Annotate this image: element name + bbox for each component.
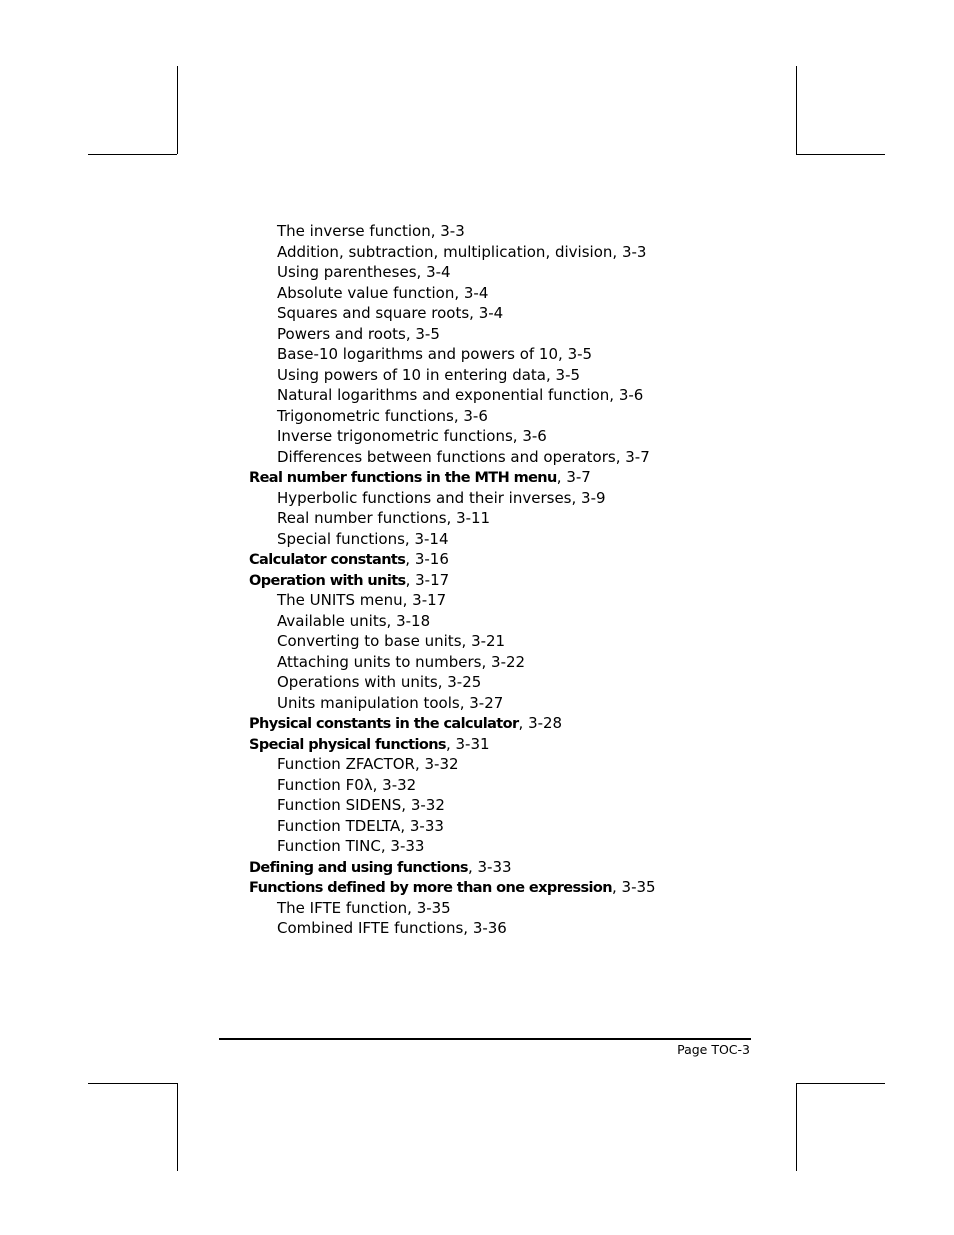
toc-subsection-entry bbox=[249, 754, 749, 775]
toc-entry-title: Operation with units bbox=[249, 572, 406, 589]
toc-subsection-entry bbox=[249, 672, 749, 693]
toc-entry-separator: , bbox=[402, 591, 413, 609]
toc-subsection-entry bbox=[249, 652, 749, 673]
toc-entry-title: Addition, subtraction, multiplication, division bbox=[277, 242, 613, 261]
toc-entry-title: Function ZFACTOR bbox=[277, 755, 415, 773]
toc-entry-title: Real number functions bbox=[277, 509, 447, 527]
toc-entry-page: 3-7 bbox=[625, 447, 650, 466]
toc-entry-page: 3-32 bbox=[424, 755, 459, 773]
toc-entry-separator: , bbox=[414, 755, 425, 773]
toc-entry-page: 3-11 bbox=[456, 509, 491, 527]
toc-entry-separator: , bbox=[446, 509, 457, 527]
toc-entry-separator: , bbox=[437, 673, 448, 691]
toc-entry-title: Squares and square roots bbox=[277, 304, 470, 322]
toc-subsection-entry bbox=[249, 344, 749, 365]
toc-entry-page: 3-3 bbox=[440, 222, 465, 240]
toc-entry-page: 3-5 bbox=[567, 345, 593, 363]
toc-entry-title: Absolute value function bbox=[277, 283, 455, 302]
toc-entry-page: 3-5 bbox=[415, 324, 440, 343]
toc-subsection-entry bbox=[249, 324, 749, 345]
toc-entry-separator: , bbox=[407, 898, 417, 917]
footer-rule bbox=[219, 1038, 751, 1040]
toc-subsection-entry bbox=[249, 365, 749, 386]
toc-entry-separator: , bbox=[481, 652, 492, 671]
toc-entry-page: 3-22 bbox=[491, 652, 526, 671]
toc-entry-page: 3-6 bbox=[618, 386, 644, 404]
toc-entry-page: 3-4 bbox=[478, 304, 504, 322]
toc-entry-title: The inverse function bbox=[277, 222, 431, 240]
toc-section-entry bbox=[249, 857, 749, 878]
toc-entry-title: Attaching units to numbers bbox=[277, 652, 482, 671]
toc-entry-separator: , bbox=[556, 468, 567, 486]
toc-entry-title: Hyperbolic functions and their inverses bbox=[277, 488, 572, 507]
toc-subsection-entry bbox=[249, 262, 749, 283]
toc-entry-title: The IFTE function bbox=[277, 898, 408, 917]
toc-entry-page: 3-36 bbox=[472, 919, 507, 937]
toc-entry-title: Functions defined by more than one expression bbox=[249, 880, 612, 896]
toc-subsection-entry bbox=[249, 775, 749, 796]
toc-subsection-entry bbox=[249, 590, 749, 611]
toc-entry-title: Special functions bbox=[277, 529, 405, 548]
toc-entry-separator: , bbox=[512, 427, 523, 445]
toc-entry-separator: , bbox=[469, 304, 479, 322]
toc-entry-page: 3-21 bbox=[471, 632, 506, 650]
toc-subsection-entry bbox=[249, 836, 749, 857]
toc-subsection-entry bbox=[249, 488, 749, 509]
toc-entry-title: The UNITS menu bbox=[277, 591, 403, 609]
crop-mark-top-left-vertical bbox=[177, 66, 178, 154]
toc-entry-separator: , bbox=[386, 611, 397, 630]
toc-entry-title: Operations with units bbox=[277, 673, 438, 691]
crop-mark-bottom-right-horizontal bbox=[796, 1083, 885, 1084]
toc-entry-title: Differences between functions and operators bbox=[277, 447, 616, 466]
toc-entry-title: Function SIDENS bbox=[277, 796, 402, 814]
toc-entry-title: Real number functions in the MTH menu bbox=[249, 470, 557, 486]
toc-entry-page: 3-4 bbox=[426, 263, 451, 281]
toc-section-entry bbox=[249, 877, 749, 898]
toc-subsection-entry bbox=[249, 221, 749, 242]
toc-entry-separator: , bbox=[461, 632, 472, 650]
toc-entry-title: Natural logarithms and exponential function bbox=[277, 386, 610, 404]
toc-subsection-entry bbox=[249, 426, 749, 447]
toc-entry-page: 3-27 bbox=[469, 693, 504, 712]
toc-entry-separator: , bbox=[405, 570, 416, 589]
toc-entry-page: 3-17 bbox=[415, 570, 450, 589]
toc-entry-page: 3-4 bbox=[463, 283, 489, 302]
toc-entry-separator: , bbox=[609, 386, 619, 404]
crop-mark-top-right-vertical bbox=[796, 66, 797, 154]
toc-entry-title: Combined IFTE functions bbox=[277, 919, 464, 937]
crop-mark-top-right-horizontal bbox=[796, 154, 885, 155]
toc-entry-title: Inverse trigonometric functions bbox=[277, 427, 513, 445]
toc-entry-title: Base-10 logarithms and powers of 10 bbox=[277, 345, 559, 363]
toc-entry-title: Function TDELTA bbox=[277, 816, 401, 835]
toc-entry-page: 3-5 bbox=[555, 365, 581, 384]
toc-entry-title: Function TINC bbox=[277, 837, 381, 855]
toc-entry-title: Using parentheses bbox=[277, 263, 417, 281]
toc-entry-separator: , bbox=[430, 222, 441, 240]
toc-section-entry bbox=[249, 734, 749, 755]
toc-subsection-entry bbox=[249, 693, 749, 714]
toc-subsection-entry bbox=[249, 303, 749, 324]
toc-section-entry bbox=[249, 713, 749, 734]
toc-subsection-entry bbox=[249, 631, 749, 652]
toc-entry-title: Calculator constants bbox=[249, 552, 406, 568]
page-number: Page TOC-3 bbox=[677, 1042, 750, 1057]
toc-entry-page: 3-6 bbox=[463, 406, 488, 425]
toc-entry-separator: , bbox=[612, 878, 622, 896]
toc-entry-separator: , bbox=[571, 488, 582, 507]
toc-entry-page: 3-31 bbox=[455, 734, 490, 753]
toc-entry-title: Trigonometric functions bbox=[277, 406, 454, 425]
crop-mark-bottom-right-vertical bbox=[796, 1083, 797, 1171]
toc-subsection-entry bbox=[249, 508, 749, 529]
toc-entry-separator: , bbox=[416, 263, 427, 281]
toc-entry-title: Physical constants in the calculator bbox=[249, 716, 519, 732]
toc-entry-page: 3-32 bbox=[410, 796, 445, 814]
toc-entry-separator: , bbox=[454, 283, 464, 302]
crop-mark-top-left-horizontal bbox=[88, 154, 177, 155]
toc-entry-page: 3-16 bbox=[414, 550, 449, 568]
toc-entry-page: 3-33 bbox=[409, 816, 444, 835]
toc-entry-page: 3-32 bbox=[382, 775, 417, 794]
toc-entry-separator: , bbox=[445, 734, 456, 753]
crop-mark-bottom-left-vertical bbox=[177, 1083, 178, 1171]
toc-entry-page: 3-28 bbox=[528, 714, 563, 732]
toc-entry-separator: , bbox=[372, 775, 383, 794]
toc-section-entry bbox=[249, 549, 749, 570]
toc-entry-separator: , bbox=[405, 324, 416, 343]
crop-mark-bottom-left-horizontal bbox=[88, 1083, 177, 1084]
toc-subsection-entry bbox=[249, 611, 749, 632]
toc-entry-separator: , bbox=[459, 693, 470, 712]
toc-entry-page: 3-3 bbox=[621, 242, 647, 261]
toc-entry-page: 3-25 bbox=[447, 673, 482, 691]
toc-entry-title: Function F0λ bbox=[277, 775, 373, 794]
toc-entry-title: Powers and roots bbox=[277, 324, 406, 343]
toc-entry-title: Special physical functions bbox=[249, 736, 446, 753]
toc-entry-page: 3-17 bbox=[412, 591, 447, 609]
toc-subsection-entry bbox=[249, 447, 749, 468]
toc-section-entry bbox=[249, 570, 749, 591]
toc-entry-separator: , bbox=[400, 816, 410, 835]
toc-entry-separator: , bbox=[401, 796, 411, 814]
toc-entry-title: Units manipulation tools bbox=[277, 693, 460, 712]
toc-entry-page: 3-9 bbox=[581, 488, 606, 507]
toc-entry-title: Using powers of 10 in entering data bbox=[277, 365, 546, 384]
toc-entry-separator: , bbox=[405, 550, 415, 568]
toc-entry-page: 3-33 bbox=[390, 837, 425, 855]
toc-entry-separator: , bbox=[463, 919, 473, 937]
toc-section-entry bbox=[249, 467, 749, 488]
toc-subsection-entry bbox=[249, 918, 749, 939]
toc-entry-separator: , bbox=[558, 345, 568, 363]
toc-entry-page: 3-7 bbox=[566, 468, 591, 486]
toc-entry-page: 3-14 bbox=[414, 529, 449, 548]
toc-entry-page: 3-6 bbox=[522, 427, 547, 445]
toc-entry-separator: , bbox=[518, 714, 529, 732]
toc-entry-separator: , bbox=[467, 857, 478, 876]
toc-subsection-entry bbox=[249, 898, 749, 919]
toc-subsection-entry bbox=[249, 242, 749, 263]
toc-subsection-entry bbox=[249, 385, 749, 406]
toc-entry-title: Defining and using functions bbox=[249, 859, 468, 876]
toc-subsection-entry bbox=[249, 406, 749, 427]
toc-entry-separator: , bbox=[404, 529, 415, 548]
toc-subsection-entry bbox=[249, 529, 749, 550]
toc-entry-separator: , bbox=[546, 365, 556, 384]
toc-subsection-entry bbox=[249, 795, 749, 816]
toc-list bbox=[249, 221, 749, 939]
toc-entry-separator: , bbox=[453, 406, 464, 425]
toc-entry-separator: , bbox=[615, 447, 626, 466]
toc-subsection-entry bbox=[249, 816, 749, 837]
toc-entry-page: 3-35 bbox=[621, 878, 656, 896]
toc-entry-title: Converting to base units bbox=[277, 632, 462, 650]
toc-entry-page: 3-35 bbox=[416, 898, 451, 917]
toc-entry-separator: , bbox=[380, 837, 391, 855]
toc-entry-separator: , bbox=[612, 242, 622, 261]
toc-entry-page: 3-18 bbox=[396, 611, 431, 630]
toc-subsection-entry bbox=[249, 283, 749, 304]
toc-entry-title: Available units bbox=[277, 611, 387, 630]
toc-entry-page: 3-33 bbox=[477, 857, 512, 876]
